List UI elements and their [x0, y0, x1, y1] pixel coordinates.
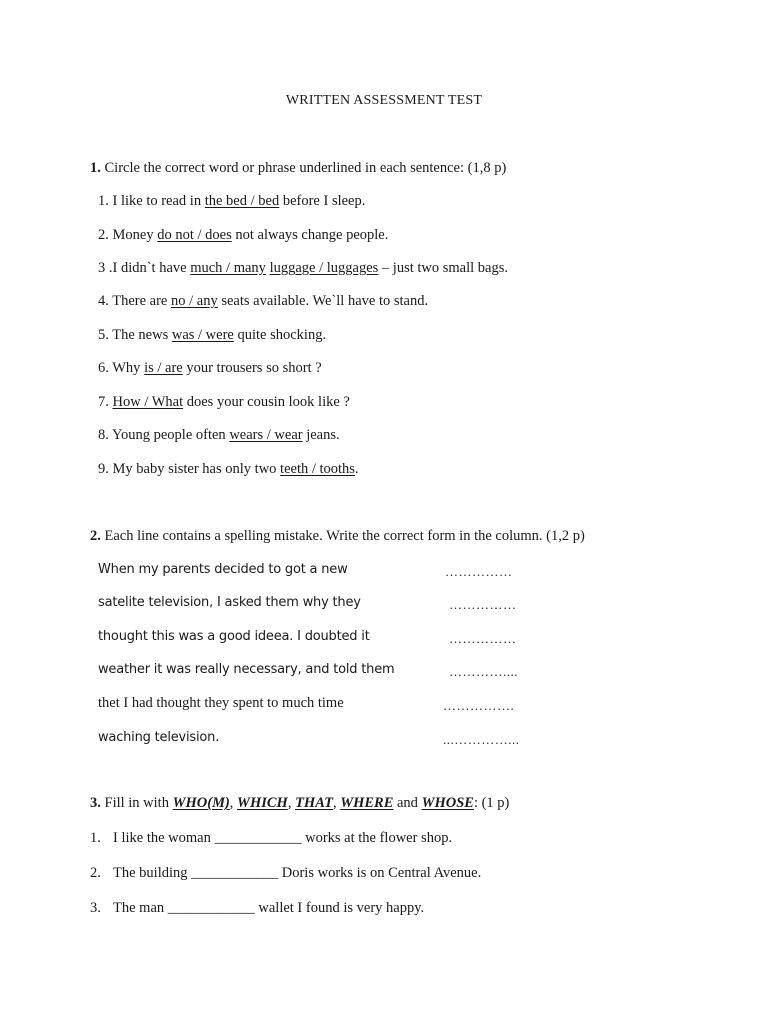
item-text: 1. I like to read in: [98, 193, 205, 209]
answer-blank[interactable]: …………….: [443, 698, 515, 713]
section-2-number: 2.: [90, 528, 101, 544]
fill-item-text: I like the woman ____________ works at the flower shop.: [113, 830, 453, 846]
fill-item-number: 2.: [90, 865, 101, 881]
answer-blank[interactable]: ……………: [445, 564, 513, 579]
item-text: your trousers so short ?: [182, 360, 322, 376]
keyword: THAT: [295, 795, 333, 811]
answer-blank[interactable]: ...…………...: [443, 732, 520, 747]
item-text: quite shocking.: [233, 327, 327, 343]
item-options: luggage / luggages: [269, 260, 379, 276]
item-options: teeth / tooths: [280, 461, 355, 477]
answer-blank[interactable]: …………....: [449, 664, 518, 679]
section-1-item: [98, 461, 359, 478]
keyword: WHOSE: [421, 795, 474, 811]
section-1-item: [98, 360, 322, 377]
fill-item-number: 1.: [90, 830, 101, 846]
item-options: wears / wear: [229, 427, 303, 443]
answer-blank[interactable]: ……………: [449, 631, 517, 646]
item-text: seats available. We`ll have to stand.: [217, 293, 429, 309]
item-text: 5. The news: [98, 327, 172, 343]
item-text: 8. Young people often: [98, 427, 230, 443]
separator: ,: [332, 795, 341, 811]
section-1-item: [98, 427, 340, 444]
section-1-item: [98, 327, 326, 344]
section-1-item: [98, 227, 388, 244]
section-3-instruction: Fill in with: [104, 795, 173, 811]
section-1-header: [90, 160, 506, 177]
spelling-line: thet I had thought they spent to much time: [98, 695, 344, 711]
spelling-line: When my parents decided to got a new: [98, 562, 348, 577]
item-text: 7.: [98, 394, 113, 410]
spelling-line: weather it was really necessary, and told them: [98, 662, 395, 677]
keyword: WHO(M): [172, 795, 230, 811]
answer-blank[interactable]: ……………: [449, 597, 517, 612]
separator: ,: [287, 795, 296, 811]
spelling-line: waching television.: [98, 730, 220, 745]
item-text: does your cousin look like ?: [183, 394, 350, 410]
item-options: do not / does: [157, 227, 232, 243]
item-text: 4. There are: [98, 293, 171, 309]
spelling-line: satelite television, I asked them why they: [98, 595, 361, 610]
fill-item-text: The man ____________ wallet I found is very happy.: [113, 900, 425, 916]
item-text: before I sleep.: [279, 193, 366, 209]
item-options: much / many: [190, 260, 266, 276]
section-2-instruction: Each line contains a spelling mistake. Write the correct form in the column. (1,2 p): [104, 528, 585, 544]
item-options: was / were: [171, 327, 234, 343]
item-options: is / are: [144, 360, 183, 376]
keyword: WHERE: [340, 795, 394, 811]
points: : (1 p): [473, 795, 510, 811]
item-text: not always change people.: [231, 227, 389, 243]
spelling-line: thought this was a good ideea. I doubted it: [98, 629, 370, 644]
section-1-item: [98, 193, 365, 210]
item-text: 3 .I didn`t have: [98, 260, 191, 276]
item-options: no / any: [171, 293, 218, 309]
section-1-item: [98, 260, 508, 277]
item-text: – just two small bags.: [378, 260, 508, 276]
section-1-instruction: Circle the correct word or phrase underlined in each sentence: (1,8 p): [104, 160, 507, 176]
section-1-number: 1.: [90, 160, 101, 176]
section-3-header: [90, 795, 509, 812]
section-3-number: 3.: [90, 795, 101, 811]
item-options: the bed / bed: [204, 193, 280, 209]
item-text: .: [354, 461, 359, 477]
fill-item-text: The building ____________ Doris works is on Central Avenue.: [113, 865, 482, 881]
separator: ,: [229, 795, 238, 811]
fill-item-number: 3.: [90, 900, 101, 916]
page-title: WRITTEN ASSESSMENT TEST: [285, 93, 483, 108]
item-text: 9. My baby sister has only two: [98, 461, 281, 477]
section-2-header: [90, 528, 585, 545]
item-text: 2. Money: [98, 227, 158, 243]
section-1-item: [98, 394, 350, 411]
item-options: How / What: [112, 394, 184, 410]
keyword: WHICH: [237, 795, 288, 811]
separator: and: [393, 795, 422, 811]
item-text: 6. Why: [98, 360, 145, 376]
item-text: jeans.: [302, 427, 340, 443]
section-1-item: [98, 293, 428, 310]
